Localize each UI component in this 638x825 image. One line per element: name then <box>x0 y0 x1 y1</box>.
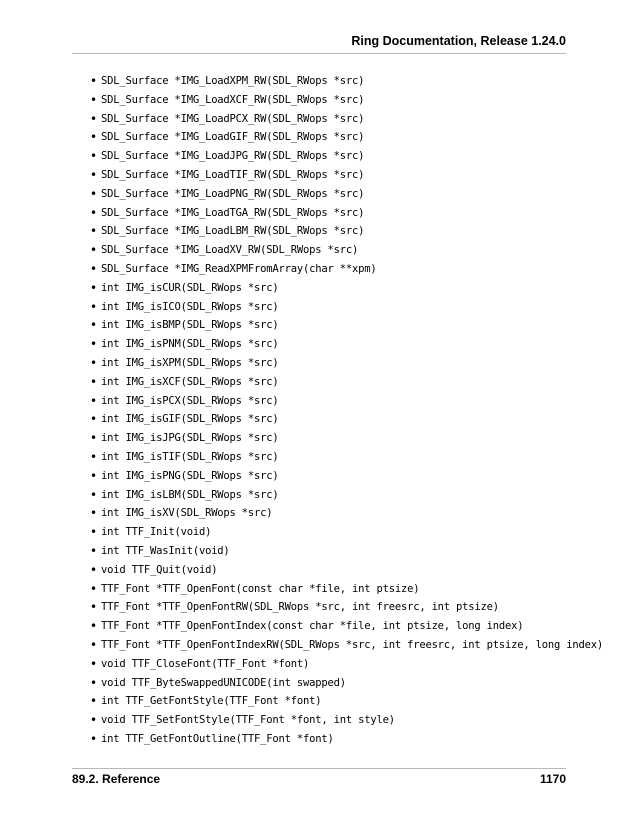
bullet-icon: • <box>90 167 98 182</box>
list-item <box>72 128 566 147</box>
list-item <box>72 636 603 655</box>
function-signature: SDL_Surface *IMG_LoadTIF_RW(SDL_RWops *src) <box>101 168 365 181</box>
bullet-icon: • <box>90 637 98 652</box>
list-item <box>72 373 566 392</box>
list-item <box>72 298 566 317</box>
function-signature: SDL_Surface *IMG_LoadXCF_RW(SDL_RWops *src) <box>101 93 365 106</box>
list-item <box>72 147 566 166</box>
footer-page-number: 1170 <box>539 772 566 786</box>
list-item <box>72 655 566 674</box>
function-signature: int IMG_isJPG(SDL_RWops *src) <box>101 432 279 445</box>
bullet-icon: • <box>90 149 98 164</box>
bullet-icon: • <box>90 111 98 126</box>
bullet-icon: • <box>90 543 98 558</box>
function-signature: void TTF_ByteSwappedUNICODE(int swapped) <box>101 676 346 689</box>
bullet-icon: • <box>90 713 98 728</box>
list-item <box>72 392 566 411</box>
list-item <box>72 467 566 486</box>
bullet-icon: • <box>90 318 98 333</box>
list-item <box>72 222 566 241</box>
function-signature: TTF_Font *TTF_OpenFont(const char *file, int ptsize) <box>101 582 420 595</box>
function-signature: TTF_Font *TTF_OpenFontRW(SDL_RWops *src, int freesrc, int ptsize) <box>101 601 499 614</box>
bullet-icon: • <box>90 431 98 446</box>
list-item <box>72 617 566 636</box>
list-item <box>72 316 566 335</box>
bullet-icon: • <box>90 355 98 370</box>
bullet-icon: • <box>90 205 98 220</box>
list-item <box>72 72 566 91</box>
bullet-icon: • <box>90 393 98 408</box>
function-signature: SDL_Surface *IMG_LoadPCX_RW(SDL_RWops *src) <box>101 112 365 125</box>
bullet-icon: • <box>90 130 98 145</box>
bullet-icon: • <box>90 525 98 540</box>
bullet-icon: • <box>90 243 98 258</box>
footer-divider <box>72 768 566 769</box>
bullet-icon: • <box>90 224 98 239</box>
function-signature: SDL_Surface *IMG_LoadXV_RW(SDL_RWops *src) <box>101 244 359 257</box>
list-item <box>72 730 566 749</box>
bullet-icon: • <box>90 74 98 88</box>
list-item <box>72 711 566 730</box>
bullet-icon: • <box>90 656 98 671</box>
function-signature: TTF_Font *TTF_OpenFontIndexRW(SDL_RWops *src, int freesrc, int ptsize, long index) <box>101 638 603 651</box>
function-signature: int IMG_isXPM(SDL_RWops *src) <box>101 356 279 369</box>
list-item <box>72 91 566 110</box>
function-signature: SDL_Surface *IMG_LoadLBM_RW(SDL_RWops *src) <box>101 225 365 238</box>
bullet-icon: • <box>90 261 98 276</box>
function-signature: int IMG_isPNG(SDL_RWops *src) <box>101 469 279 482</box>
list-item <box>72 561 566 580</box>
function-signature: int IMG_isPCX(SDL_RWops *src) <box>101 394 279 407</box>
bullet-icon: • <box>90 600 98 615</box>
page-header-title: Ring Documentation, Release 1.24.0 <box>351 34 566 48</box>
list-item <box>72 335 566 354</box>
list-item <box>72 448 566 467</box>
function-signature: int IMG_isPNM(SDL_RWops *src) <box>101 338 279 351</box>
bullet-icon: • <box>90 506 98 521</box>
header-divider <box>72 53 566 54</box>
list-item <box>72 166 566 185</box>
list-item <box>72 110 566 129</box>
bullet-icon: • <box>90 186 98 201</box>
list-item <box>72 260 566 279</box>
list-item <box>72 429 566 448</box>
list-item <box>72 354 566 373</box>
function-signature: int IMG_isXV(SDL_RWops *src) <box>101 507 273 520</box>
list-item <box>72 241 566 260</box>
list-item <box>72 185 566 204</box>
bullet-icon: • <box>90 92 98 107</box>
function-signature: SDL_Surface *IMG_LoadPNG_RW(SDL_RWops *src) <box>101 187 365 200</box>
function-signature: int TTF_WasInit(void) <box>101 544 230 557</box>
list-item <box>72 692 566 711</box>
bullet-icon: • <box>90 449 98 464</box>
function-signature: void TTF_SetFontStyle(TTF_Font *font, int style) <box>101 714 395 727</box>
bullet-icon: • <box>90 694 98 709</box>
function-signature: int IMG_isTIF(SDL_RWops *src) <box>101 450 279 463</box>
function-list <box>72 72 603 749</box>
bullet-icon: • <box>90 731 98 746</box>
function-signature: int TTF_GetFontStyle(TTF_Font *font) <box>101 695 322 708</box>
function-signature: int TTF_Init(void) <box>101 526 212 539</box>
bullet-icon: • <box>90 468 98 483</box>
function-signature: TTF_Font *TTF_OpenFontIndex(const char *file, int ptsize, long index) <box>101 620 524 633</box>
function-signature: SDL_Surface *IMG_ReadXPMFromArray(char **xpm) <box>101 262 377 275</box>
function-signature: int IMG_isBMP(SDL_RWops *src) <box>101 319 279 332</box>
bullet-icon: • <box>90 299 98 314</box>
function-signature: void TTF_Quit(void) <box>101 563 218 576</box>
bullet-icon: • <box>90 374 98 389</box>
list-item <box>72 542 566 561</box>
function-signature: int IMG_isCUR(SDL_RWops *src) <box>101 281 279 294</box>
list-item <box>72 279 566 298</box>
function-signature: int IMG_isLBM(SDL_RWops *src) <box>101 488 279 501</box>
bullet-icon: • <box>90 280 98 295</box>
function-signature: SDL_Surface *IMG_LoadGIF_RW(SDL_RWops *src) <box>101 131 365 144</box>
list-item <box>72 504 566 523</box>
bullet-icon: • <box>90 581 98 596</box>
list-item <box>72 410 566 429</box>
list-item <box>72 486 566 505</box>
function-signature: int IMG_isGIF(SDL_RWops *src) <box>101 413 279 426</box>
function-signature: SDL_Surface *IMG_LoadJPG_RW(SDL_RWops *src) <box>101 150 365 163</box>
bullet-icon: • <box>90 619 98 634</box>
bullet-icon: • <box>90 337 98 352</box>
list-item <box>72 598 566 617</box>
function-signature: void TTF_CloseFont(TTF_Font *font) <box>101 657 310 670</box>
bullet-icon: • <box>90 562 98 577</box>
function-signature: int IMG_isXCF(SDL_RWops *src) <box>101 375 279 388</box>
list-item <box>72 523 566 542</box>
function-signature: int TTF_GetFontOutline(TTF_Font *font) <box>101 732 334 745</box>
function-signature: SDL_Surface *IMG_LoadTGA_RW(SDL_RWops *src) <box>101 206 365 219</box>
list-item <box>72 204 566 223</box>
list-item <box>72 674 566 693</box>
list-item <box>72 580 566 599</box>
function-signature: int IMG_isICO(SDL_RWops *src) <box>101 300 279 313</box>
bullet-icon: • <box>90 487 98 502</box>
bullet-icon: • <box>90 675 98 690</box>
footer-section-title: 89.2. Reference <box>72 772 161 786</box>
bullet-icon: • <box>90 412 98 427</box>
function-signature: SDL_Surface *IMG_LoadXPM_RW(SDL_RWops *src) <box>101 75 365 87</box>
